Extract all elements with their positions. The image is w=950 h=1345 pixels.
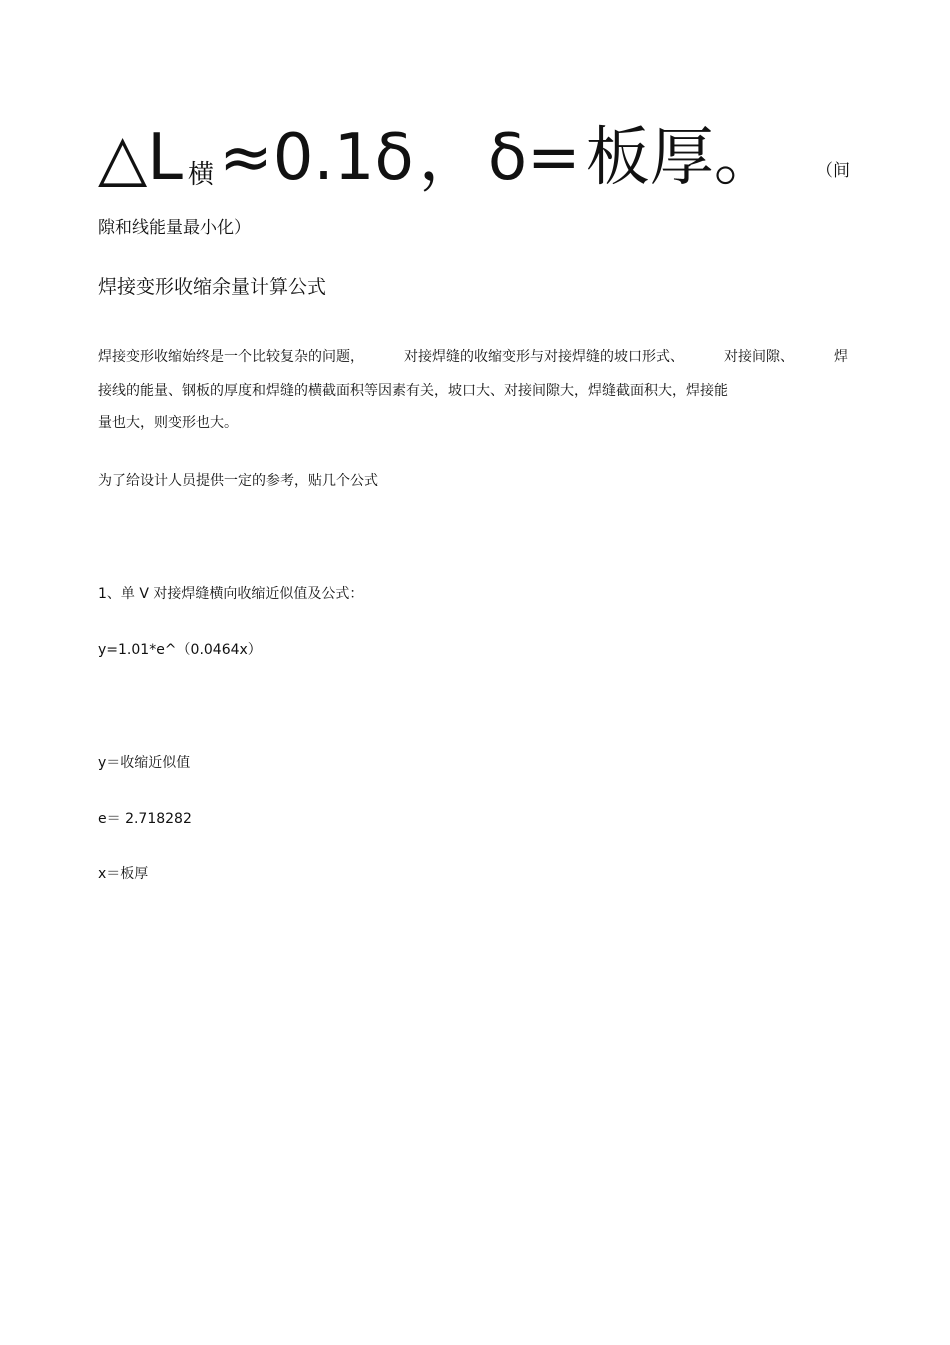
formula-approx-value: ≈0.1δ xyxy=(219,121,414,195)
formula1-equation: y=1.01*e^（0.0464x） xyxy=(98,642,262,658)
definition-x: x＝板厚 xyxy=(98,866,149,882)
formula-thickness: 板厚。 xyxy=(585,121,778,195)
formula-delta-eq: δ= xyxy=(487,121,581,195)
formula-note-continued: 隙和线能量最小化） xyxy=(98,218,251,238)
para-line1-part-a: 焊接变形收缩始终是一个比较复杂的问题， xyxy=(98,349,364,365)
para-line1-part-b: 对接焊缝的收缩变形与对接焊缝的坡口形式、 xyxy=(404,349,684,365)
para-line1-part-c: 对接间隙、 xyxy=(724,349,794,365)
section-heading: 焊接变形收缩余量计算公式 xyxy=(98,276,327,298)
paragraph-line-3: 量也大，则变形也大。 xyxy=(98,415,238,431)
definition-y: y＝收缩近似值 xyxy=(98,755,191,771)
paragraph-line-1 xyxy=(98,348,848,366)
formula-note-open: （间 xyxy=(816,161,850,181)
para-line1-part-d: 焊 xyxy=(834,349,848,365)
paragraph-line-2: 接线的能量、钢板的厚度和焊缝的横截面积等因素有关，坡口大、对接间隙大，焊缝截面积大，焊接能 xyxy=(98,383,728,399)
formula1-title: 1、单 V 对接焊缝横向收缩近似值及公式： xyxy=(98,586,364,602)
formula-triangle-L: △L xyxy=(98,121,183,195)
formula-subscript: 横 xyxy=(187,160,214,190)
reference-line: 为了给设计人员提供一定的参考，贴几个公式 xyxy=(98,473,378,489)
formula-comma: ， xyxy=(418,121,483,195)
definition-e: e＝ 2.718282 xyxy=(98,811,192,827)
shrinkage-formula xyxy=(98,118,850,198)
